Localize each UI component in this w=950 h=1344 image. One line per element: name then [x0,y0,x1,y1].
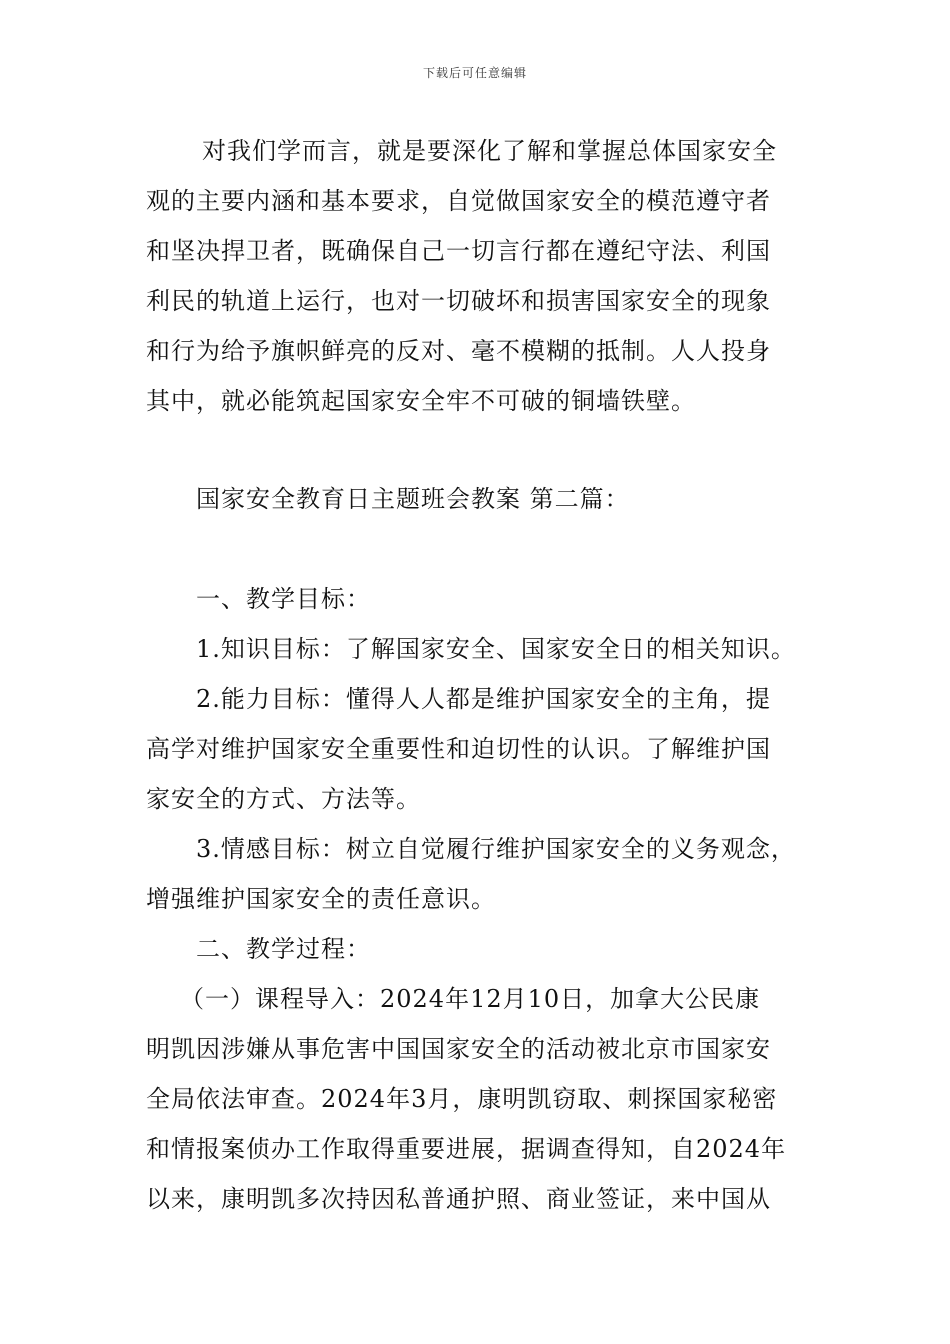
paragraph-line: 和行为给予旗帜鲜亮的反对、毫不模糊的抵制。人人投身 [146,337,771,365]
paragraph-line: 以来，康明凯多次持因私普通护照、商业签证，来中国从 [146,1185,771,1213]
page-header: 下载后可任意编辑 [422,66,527,80]
heading-teaching-goals: 一、教学目标： [196,585,371,613]
paragraph-line: 对我们学而言，就是要深化了解和掌握总体国家安全 [202,137,777,165]
goal-emotion: 3.情感目标：树立自觉履行维护国家安全的义务观念， [196,835,796,863]
paragraph-line: 全局依法审查。2024年3月，康明凯窃取、刺探国家秘密 [146,1085,778,1113]
paragraph-line: 和情报案侦办工作取得重要进展，据调查得知，自2024年 [146,1135,787,1163]
paragraph-line: 和坚决捍卫者，既确保自己一切言行都在遵纪守法、利国 [146,237,771,265]
heading-teaching-process: 二、教学过程： [196,935,371,963]
paragraph-line: 利民的轨道上运行，也对一切破坏和损害国家安全的现象 [146,287,771,315]
goal-knowledge: 1.知识目标：了解国家安全、国家安全日的相关知识。 [196,635,796,663]
course-intro: （一）课程导入：2024年12月10日，加拿大公民康 [180,985,761,1013]
paragraph-line: 观的主要内涵和基本要求，自觉做国家安全的模范遵守者 [146,187,771,215]
paragraph-line: 增强维护国家安全的责任意识。 [146,885,496,913]
section-title: 国家安全教育日主题班会教案 第二篇： [196,485,630,513]
paragraph-line: 明凯因涉嫌从事危害中国国家安全的活动被北京市国家安 [146,1035,771,1063]
paragraph-line: 其中，就必能筑起国家安全牢不可破的铜墙铁壁。 [146,387,696,415]
goal-ability: 2.能力目标：懂得人人都是维护国家安全的主角，提 [196,685,771,713]
paragraph-line: 高学对维护国家安全重要性和迫切性的认识。了解维护国 [146,735,771,763]
paragraph-line: 家安全的方式、方法等。 [146,785,421,813]
